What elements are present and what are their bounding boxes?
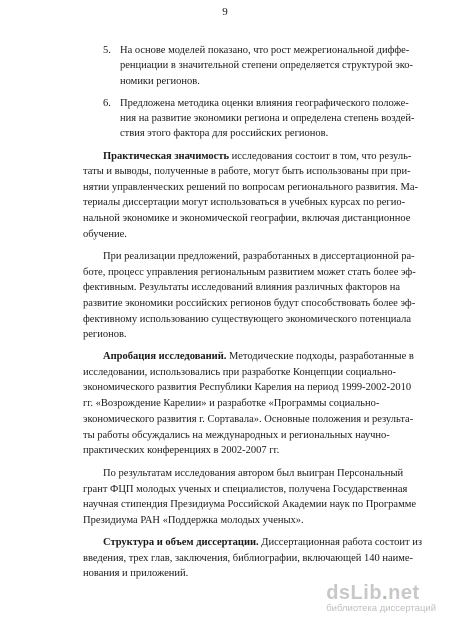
paragraph-line: ты работы обсуждались на международных и региональных научно- xyxy=(83,430,390,441)
paragraph-line: фективным. Результаты исследований влияния различных факторов на xyxy=(83,282,401,293)
paragraph-line: научная стипендия Президиума Российской Академии наук по Программе xyxy=(83,499,417,510)
paragraph-line: обучение. xyxy=(83,229,127,240)
section-heading: Практическая значимость xyxy=(103,151,230,162)
paragraph-first-line: Структура и объем диссертации. Диссертационная работа состоит из xyxy=(103,537,423,548)
list-item-line: номики регионов. xyxy=(120,76,200,87)
page-number: 9 xyxy=(222,6,228,18)
list-item-line: ния на развитие экономики региона и определена степень воздей- xyxy=(120,113,415,124)
list-item-line: На основе моделей показано, что рост межрегиональной диффе- xyxy=(120,45,410,56)
watermark-subtitle: библиотека диссертаций xyxy=(326,603,436,614)
paragraph-line: фективному использованию существующего экономического потенциала xyxy=(83,314,412,325)
paragraph-line: Президиума РАН «Поддержка молодых ученых». xyxy=(83,515,304,526)
paragraph-line: нования и приложений. xyxy=(83,568,189,579)
paragraph-first-line: По результатам исследования автором был выигран Персональный xyxy=(103,468,404,479)
paragraph-line: экономического развития г. Сортавала». Основные положения и результа- xyxy=(83,414,414,425)
paragraph-line: исследовании, использовались при разработке Концепции социально- xyxy=(83,367,397,378)
paragraph-line: нальной экономике и экономической географии, включая дистанционное xyxy=(83,213,411,224)
paragraph-line: регионов. xyxy=(83,329,127,340)
section-heading: Структура и объем диссертации. xyxy=(103,537,259,548)
paragraph-line: экономического развития Республики Карелия на период 1999-2002-2010 xyxy=(83,382,412,393)
paragraph-line: введения, трех глав, заключения, библиографии, включающей 140 наиме- xyxy=(83,553,414,564)
paragraph-first-line: При реализации предложений, разработанных в диссертационной ра- xyxy=(103,251,415,262)
paragraph-line: боте, процесс управления региональным развитием может стать более эф- xyxy=(83,267,416,278)
paragraph-line: гг. «Возрождение Карелии» и разработке «Программы социально- xyxy=(83,398,380,409)
list-item-number: 5. xyxy=(103,45,111,56)
watermark-logo: dsLib.net xyxy=(326,582,420,604)
list-item-line: ренциации в значительной степени определяется структурой эко- xyxy=(120,60,414,71)
section-heading: Апробация исследований. xyxy=(103,351,227,362)
paragraph-line: развитие экономики российских регионов будут способствовать более эф- xyxy=(83,298,416,309)
list-item-number: 6. xyxy=(103,98,111,109)
paragraph-line: грант ФЦП молодых ученых и специалистов, получена Государственная xyxy=(83,484,408,495)
paragraph-line: таты и выводы, полученные в работе, могут быть использованы при при- xyxy=(83,166,411,177)
paragraph-first-line: Апробация исследований. Методические подходы, разработанные в xyxy=(103,351,414,362)
watermark xyxy=(326,582,436,614)
paragraph-line: териалы диссертации могут использоваться в учебных курсах по регио- xyxy=(83,197,406,208)
paragraph-line: практических конференциях в 2002-2007 гг. xyxy=(83,445,280,456)
paragraph-first-line: Практическая значимость исследования состоит в том, что резуль- xyxy=(103,151,412,162)
list-item-line: ствия этого фактора для российских регионов. xyxy=(120,128,329,139)
list-item-line: Предложена методика оценки влияния географического положе- xyxy=(120,98,409,109)
paragraph-line: нятии управленческих решений по вопросам регионального развития. Ма- xyxy=(83,182,419,193)
